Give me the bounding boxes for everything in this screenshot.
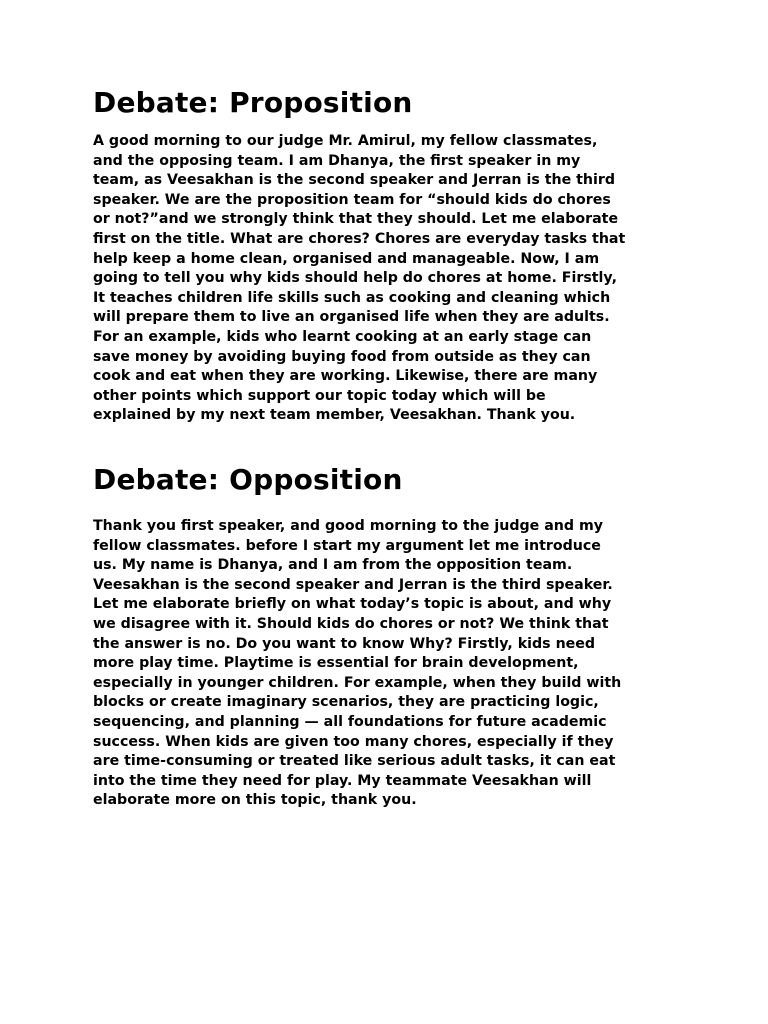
paragraph-line: For an example, kids who learnt cooking at an early stage can — [93, 328, 592, 345]
paragraph-line: and the opposing team. I am Dhanya, the first speaker in my — [93, 152, 581, 169]
paragraph-line: especially in younger children. For example, when they build with — [93, 674, 622, 691]
paragraph-line: A good morning to our judge Mr. Amirul, my fellow classmates, — [93, 133, 598, 149]
proposition-heading: Debate: Proposition — [93, 86, 413, 119]
paragraph-line: Veesakhan is the second speaker and Jerran is the third speaker. — [93, 576, 613, 593]
paragraph-line: are time-consuming or treated like serious adult tasks, it can eat — [93, 753, 616, 770]
paragraph-line: explained by my next team member, Veesakhan. Thank you. — [93, 407, 576, 424]
paragraph-line: into the time they need for play. My teammate Veesakhan will — [93, 772, 592, 789]
paragraph-line: help keep a home clean, organised and manageable. Now, I am — [93, 250, 600, 267]
opposition-paragraph — [93, 517, 621, 811]
paragraph-line: first on the title. What are chores? Chores are everyday tasks that — [93, 230, 626, 247]
paragraph-line: the answer is no. Do you want to know Why? Firstly, kids need — [93, 635, 596, 652]
paragraph-line: team, as Veesakhan is the second speaker and Jerran is the third — [93, 172, 616, 189]
paragraph-line: will prepare them to live an organised life when they are adults. — [93, 309, 610, 326]
paragraph-line: sequencing, and planning — all foundations for future academic — [93, 713, 607, 730]
paragraph-line: success. When kids are given too many chores, especially if they — [93, 733, 614, 750]
paragraph-line: elaborate more on this topic, thank you. — [93, 792, 417, 809]
opposition-heading: Debate: Opposition — [93, 463, 403, 496]
paragraph-line: Thank you first speaker, and good morning to the judge and my — [93, 518, 603, 534]
paragraph-line: cook and eat when they are working. Likewise, there are many — [93, 368, 598, 385]
paragraph-line: more play time. Playtime is essential for brain development, — [93, 655, 579, 672]
proposition-paragraph — [93, 132, 625, 426]
paragraph-line: going to tell you why kids should help do chores at home. Firstly, — [93, 270, 617, 287]
paragraph-line: other points which support our topic today which will be — [93, 387, 546, 404]
paragraph-line: speaker. We are the proposition team for “should kids do chores — [93, 191, 611, 208]
paragraph-line: we disagree with it. Should kids do chores or not? We think that — [93, 615, 609, 632]
paragraph-line: blocks or create imaginary scenarios, they are practicing logic, — [93, 694, 599, 711]
paragraph-line: fellow classmates. before I start my argument let me introduce — [93, 537, 601, 554]
paragraph-line: us. My name is Dhanya, and I am from the opposition team. — [93, 557, 573, 574]
paragraph-line: Let me elaborate briefly on what today’s topic is about, and why — [93, 596, 612, 613]
paragraph-line: It teaches children life skills such as cooking and cleaning which — [93, 289, 611, 306]
paragraph-line: save money by avoiding buying food from outside as they can — [93, 348, 591, 365]
paragraph-line: or not?”and we strongly think that they should. Let me elaborate — [93, 211, 619, 228]
